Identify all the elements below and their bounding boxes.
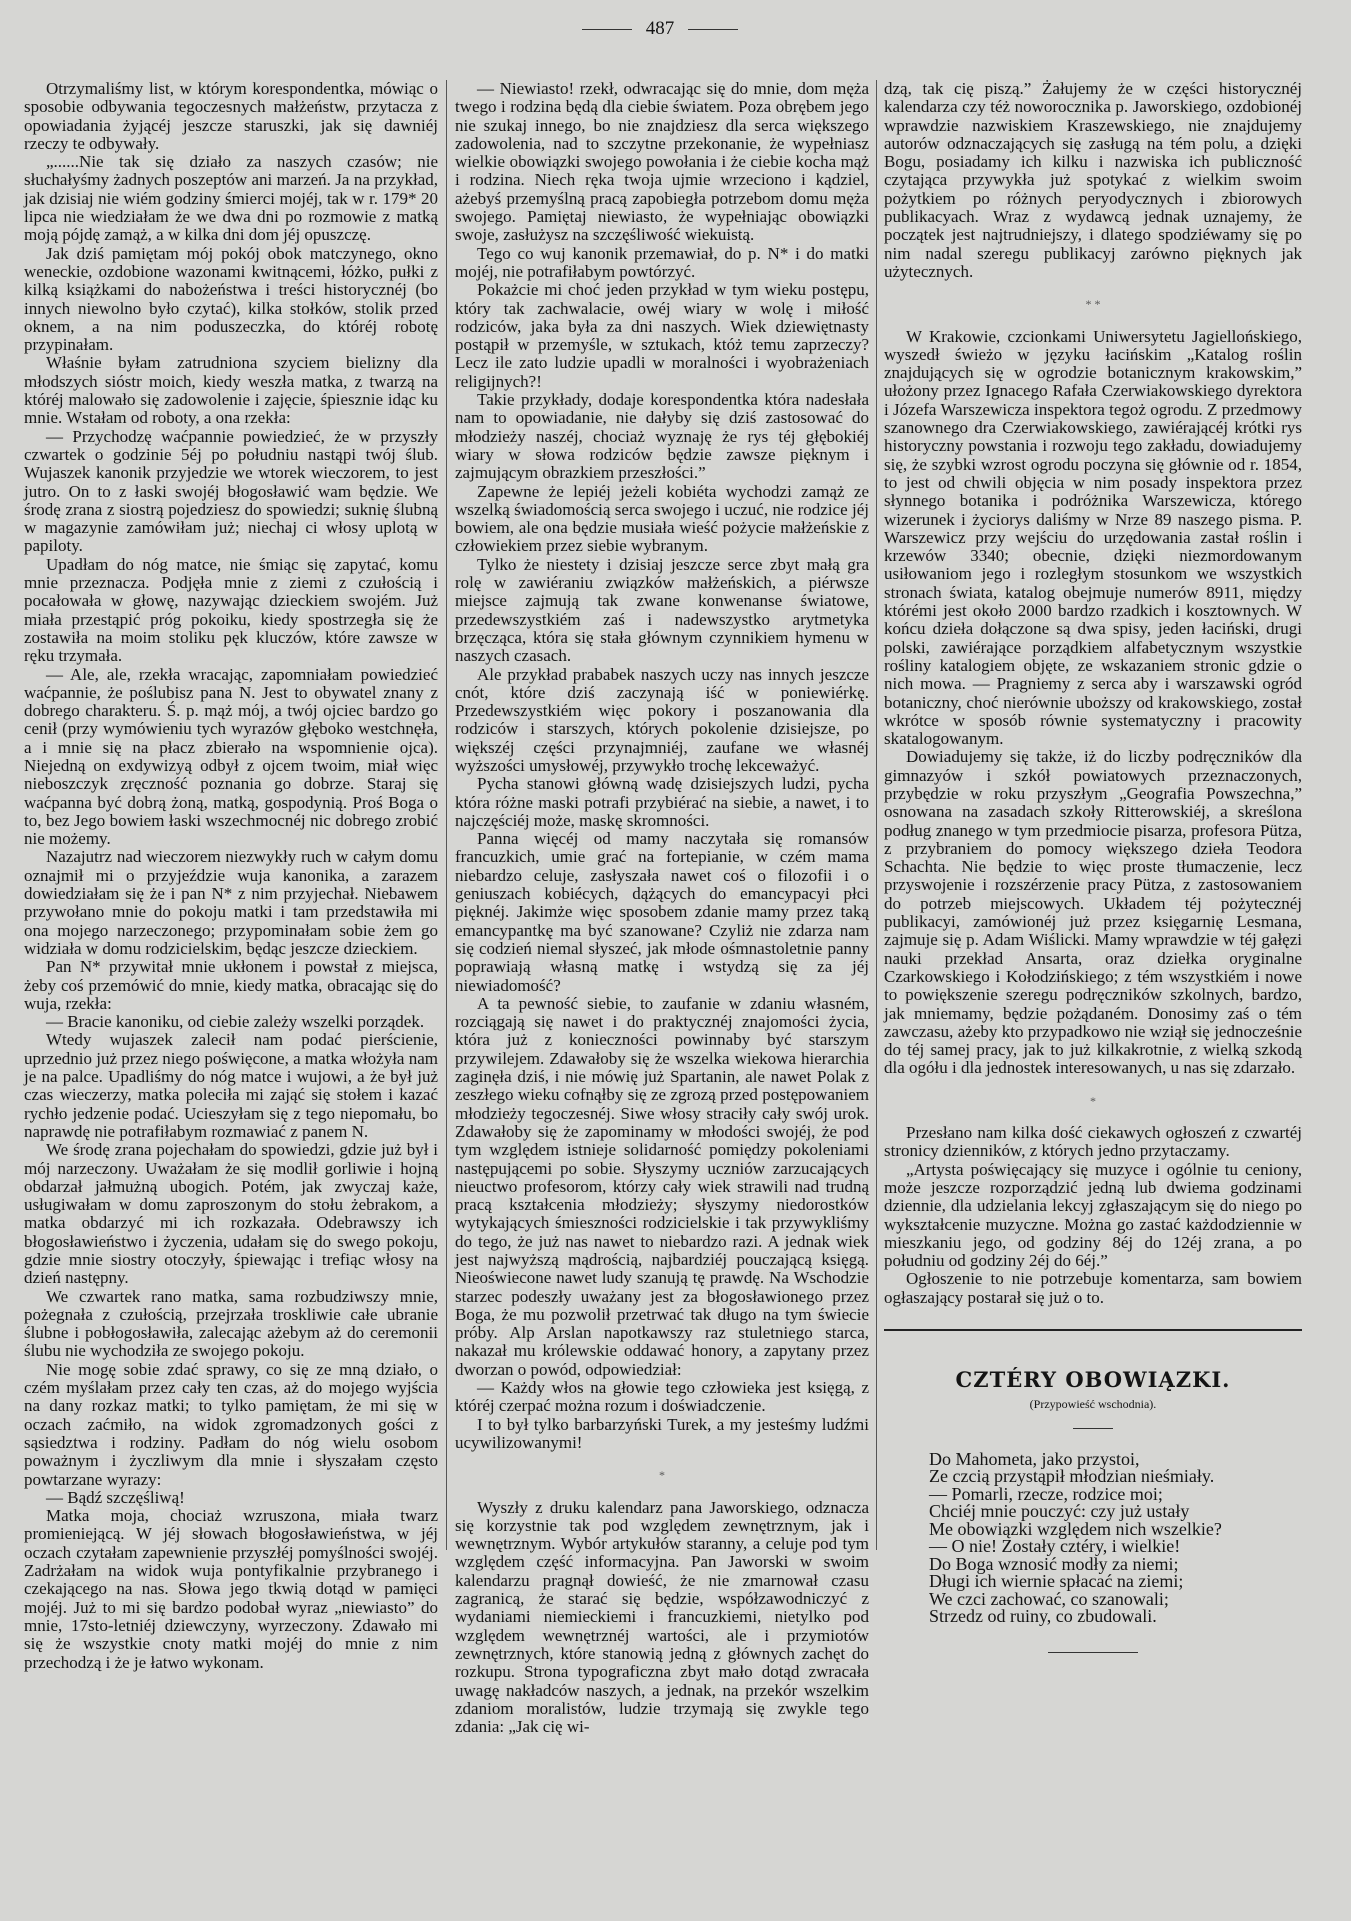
poem-body — [929, 1448, 1302, 1627]
poem-line: Długi ich wiernie spłacać na ziemi; — [929, 1571, 1184, 1592]
paragraph: Pan N* przywitał mnie ukłonem i powstał z miejsca, żeby coś przemówić do mnie, kiedy matka, obracając się do wuja, rzekła: — [24, 957, 438, 1013]
paragraph: — Bądź szczęśliwą! — [46, 1487, 185, 1507]
paragraph: We środę zrana pojechałam do spowiedzi, gdzie już był i mój narzeczony. Uważałam że się modlił gorliwie i hojną obdarzał jałmużną ubogich. Potém, jak zwyczaj każe, usługiwałam w domu zaproszonym do stołu żebrakom, a matka obdarzyć mi ich rozkazała. Odebrawszy ich błogosławieństwo i życzenia, udałam się do swego pokoju, gdzie mnie siostry otoczyły, śpiewając i trefiąc włosy na dzień następny. — [24, 1140, 438, 1288]
paragraph: Ale przykład prababek naszych uczy nas innych jeszcze cnót, które dziś zaczynają iść w poniewiérkę. Przedewszystkiém więc pokory i poszanowania dla rodziców i starszych, których pokolenie dzisiejsze, po większéj części przynajmniéj, zaufane we własnéj wyższości umysłowéj, przywykło trochę lekceważyć. — [455, 664, 869, 775]
poem-line: Me obowiązki względem nich wszelkie? — [929, 1518, 1222, 1539]
paragraph: — Ale, ale, rzekła wracając, zapomniałam powiedzieć waćpannie, że poślubisz pana N. Jest to obywatel znany z dobrego charakteru. Ś. p. mąż mój, a twój ojciec bardzo go cenił (przy wymówieniu tych wyrazów głęboko westchnęła, a i mnie się na płacz zbierało na wspomnienie ojca). Niejedną on exdywizyą odbył z ojcem twoim, miał więc nieboszczyk zręczność poznania go dobrze. Staraj się waćpanna być dobrą żoną, matką, gospodynią. Proś Boga o to, bez Jego bowiem łaski wszechmocnéj nic dobrego zrobić nie możemy. — [24, 664, 438, 849]
paragraph: Pokażcie mi choć jeden przykład w tym wieku postępu, który tak zachwalacie, owéj wiary w wolę i miłość rodziców, jaka była za dni naszych. Wiek dziewiętnasty postąpił w przemyśle, w sztukach, któż temu zaprzeczy? Lecz ile zato ludzie upadli w moralności i wyobrażeniach religijnych?! — [455, 280, 869, 391]
column-divider — [446, 80, 447, 1550]
paragraph: Matka moja, chociaż wzruszona, miała twarz promieniejącą. W jéj słowach błogosławieństwa, w jéj oczach czytałam zapewnienie przyszłéj pomyślności swojéj. Zadrżałam na widok wuja pontyfikalnie przybranego i czekającego na nas. Słowa jego tkwią dotąd w pamięci mojéj. Już to mi się bardzo podobał wyraz „niewiasto” do mnie, 17sto-letniéj dziewczyny, wyrzeczony. Zdawało mi się że wszystkie cnoty matki mojéj do mnie z nim przechodzą i że je łatwo wykonam. — [24, 1506, 438, 1672]
paragraph: We czwartek rano matka, sama rozbudziwszy mnie, pożegnała z czułością, przejrzała troskliwie całe ubranie ślubne i pobłogosławiła, zalecając ażebym aż do ceremonii ślubu nie wychodziła ze swojego pokoju. — [24, 1286, 438, 1361]
paragraph: Panna więcéj od mamy naczytała się romansów francuzkich, umie grać na fortepianie, w czém mama niebardzo celuje, zasłyszała nawet coś o filozofii i o geniuszach kobiécych, dążących do emancypacyi płci pięknéj. Jakimże więc sposobem zdanie mamy przez taką emancypantkę ma być szanowane? Czyliż nie zdarza nam się codzień niemal słyszeć, jak młode ośmnastoletnie panny poprawiają własną matkę i wstydzą się za jéj niewiadomość? — [455, 829, 869, 995]
column-3-articles — [884, 80, 1302, 1307]
poem-line: Strzedz od ruiny, co zbudowali. — [929, 1606, 1157, 1627]
poem-line: — Pomarli, rzecze, rodzice moi; — [929, 1483, 1163, 1504]
page-number-text: 487 — [645, 18, 675, 39]
paragraph: Tylko że niestety i dzisiaj jeszcze serce zbyt małą gra rolę w zawiéraniu związków małżeńskich, a piérwsze miejsce zajmują tak zwane konwenanse światowe, przedewszystkiém zaś i nadewszystko arytmetyka brzęcząca, która się stała głównym czynnikiem hymenu w naszych czasach. — [455, 554, 869, 666]
paragraph: Nazajutrz nad wieczorem niezwykły ruch w całym domu oznajmił mi o przyjeździe wuja kanonika, a zarazem dowiedziałam się że i pan N* z nim przyjechał. Niebawem przywołano mnie do pokoju matki i tam przedstawiła mi ona mojego narzeczonego; przypominałam sobie żem go widziała w domu rodzicielskim, będąc jeszcze dzieckiem. — [24, 847, 438, 958]
paragraph: Otrzymaliśmy list, w którym korespondentka, mówiąc o sposobie odbywania tegoczesnych małżeństw, przytacza z opowiadania żyjącéj jeszcze staruszki, jak się dawniéj rzeczy te odbywały. — [24, 79, 438, 153]
paragraph: Tego co wuj kanonik przemawiał, do p. N* i do matki mojéj, nie potrafiłabym powtórzyć. — [455, 243, 869, 281]
paragraph: Wyszły z druku kalendarz pana Jaworskiego, odznacza się korzystnie tak pod względem zewnętrznym, jak i wewnętrznym. Wybór artykułów staranny, a celuje pod tym względem część informacyjna. Pan Jaworski w swoim kalendarzu pragnął dowieść, że nie zmarnował czasu zagranicą, że starać się będzie, współzawodniczyć z wydaniami niemieckiemi i francuzkiemi, nietylko pod względem wewnętrznéj wartości, ale i przymiotów zewnętrznych, które stanowią jedną z głównych zachęt do rozkupu. Strona typograficzna zbyt mało dotąd zwracała uwagę nakładców naszych, a jednak, na przekór wszelkim zdaniom moralistów, ludzie trzymają się zwykle tego zdania: „Jak cię wi- — [455, 1497, 869, 1737]
page-number — [560, 18, 760, 40]
paragraph: Dowiadujemy się także, iż do liczby podręczników dla gimnazyów i szkół powiatowych przeznaczonych, przybędzie w roku przyszłym „Geografia Powszechna,” osnowana na zasadach szkoły Ritterowskiéj, a skreślona podług znanego w tym przedmiocie pisarza, profesora Pütza, z przybraniem do pomocy większego dzieła Teodora Schachta. Nie będzie to więc proste tłumaczenie, lecz przyswojenie i rozszérzenie pracy Pütza, z zastosowaniem do potrzeb miejscowych. Układem téj pożytecznéj publikacyi, zamówionéj już przez księgarnię Lesmana, zajmuje się p. Adam Wiślicki. Mamy wprawdzie w téj gałęzi nauki przekład Ansarta, oraz dziełka oryginalne Czarkowskiego i Kołodzińskiego; z tém wszystkiém i nowe to powiększenie szeregu podręczników szkolnych, bardzo, jak mniemamy, będzie pożądaném. Donosimy zaś o tém zawczasu, ażeby kto przypadkowo nie wziął się jednocześnie do téj samej pracy, jak to już kilkakrotnie, z wielką szkodą dla ogółu i dla jednostek interesowanych, u nas się zdarzało. — [884, 747, 1302, 1078]
poem-subtitle: (Przypowieść wschodnia). — [1029, 1397, 1157, 1412]
column-divider — [876, 80, 877, 1550]
paragraph: Takie przykłady, dodaje korespondentka która nadesłała nam to opowiadanie, nie dałyby się dziś zastosować do młodzieży naszéj, chociaż wyznaję że rys téj głębokiéj wiary w słowa rodziców będzie zawsze pięknym i zajmującym obrazkiem przeszłości.” — [455, 390, 869, 483]
section-separator: * — [659, 1468, 665, 1483]
column-3 — [884, 80, 1302, 1653]
paragraph: Właśnie byłam zatrudniona szyciem bielizny dla młodszych sióstr moich, kiedy weszła matka, z twarzą na któréj malowało się zadowolenie i zajęcie, śpiesznie idąc ku mnie. Wstałam od roboty, a ona rzekła: — [24, 353, 438, 428]
divider — [1048, 1652, 1138, 1653]
paragraph: I to był tylko barbarzyński Turek, a my jesteśmy ludźmi ucywilizowanymi! — [455, 1414, 869, 1452]
paragraph: — Każdy włos na głowie tego człowieka jest księgą, z któréj czerpać można rozum i doświadczenie. — [455, 1378, 869, 1416]
poem-line: Ze czcią przystąpił młodzian nieśmiały. — [929, 1466, 1215, 1487]
paragraph: „......Nie tak się działo za naszych czasów; nie słuchałyśmy żadnych poszeptów ani marzeń. Ja na przykład, jak dzisiaj nie wiém godziny śmierci mojéj, tak w r. 179* 20 lipca nie wiedziałam że we dwa dni po rozmowie z matką moją pójdę zamąż, a w kilka dni dom jéj opuszczę. — [24, 152, 438, 245]
poem-title: CZTÉRY OBOWIĄZKI. — [955, 1367, 1231, 1392]
paragraph: Przesłano nam kilka dość ciekawych ogłoszeń z czwartéj stronicy dzienników, z których jedno przytaczamy. — [884, 1123, 1302, 1161]
paragraph: A ta pewność siebie, to zaufanie w zdaniu własném, rozciągają się nawet i do praktycznéj znajomości życia, która już z konieczności powinnaby być starszym przywilejem. Zdawałoby się że wszelka wiekowa hierarchia zaginęła dziś, i nie mówię już Spartanin, ale nawet Polak z zeszłego wieku cofnąłby się ze zgrozą przed postępowaniem młodzieży tegoczesnéj. Siwe włosy straciły cały swój urok. Zdawałoby się że zapominamy w młodości swojéj, że pod tym względem istnieje solidarność pomiędzy pokoleniami następującemi po sobie. Słyszymy uczniów zarzucających nieuctwo profesorom, którzy cały wiek strawili nad trudną pracą kształcenia młodzieży; słyszymy niedorostków wytykających śmieszności rodzicielskie i tak przywykliśmy do tego, że już nas nawet to niebardzo razi. A jednak wiek jest najwyższą mądrością, najbardziéj pouczającą księgą. Nieoświecone nawet ludy szanują tę prawdę. Na Wschodzie starzec podeszły uważany jest za błogosławionego przez Boga, że mu pozwolił przetrwać tak długo na tym świecie próby. Alp Arslan napotkawszy raz stuletniego starca, nakazał mu królewskie oddawać honory, a zapytany przez dworzan o powód, odpowiedział: — [455, 993, 869, 1379]
divider — [688, 29, 738, 30]
poem-line: Do Boga wznosić modły za niemi; — [929, 1553, 1179, 1574]
paragraph: — Niewiasto! rzekł, odwracając się do mnie, dom męża twego i rodzina będą dla ciebie światem. Poza obrębem jego nie szukaj innego, bo nie znajdziesz dla serca większego zadowolenia, nad to szczytne przekonanie, że wypełniasz wielkie obowiązki swojego powołania i że ciebie kocha mąż i rodzina. Niech ręka twoja ujmie wrzeciono i kądziel, ażebyś przemyślną pracą zapobiegła potrzebom domu męża swojego. Pamiętaj niewiasto, że wypełniając obowiązki swoje, zasłużysz na szczęśliwość wiekuistą. — [455, 79, 869, 245]
divider — [582, 29, 632, 30]
paragraph: Ogłoszenie to nie potrzebuje komentarza, sam bowiem ogłaszający postarał się już o to. — [884, 1269, 1302, 1307]
paragraph: „Artysta poświęcający się muzyce i ogólnie tu ceniony, może jeszcze rozporządzić jedną lub dwiema godzinami dziennie, dla udzielania lekcyj zgłaszającym się do niego po wykształcenie muzyczne. Można go zastać każdodziennie w mieszkaniu jego, od godziny 8éj do 12éj zrana, a po południu od godziny 2éj do 6éj.” — [884, 1159, 1302, 1271]
paragraph: W Krakowie, czcionkami Uniwersytetu Jagiellońskiego, wyszedł świeżo w języku łacińskim „Katalog roślin znajdujących się w ogrodzie botanicznym krakowskim,” ułożony przez Ignacego Rafała Czerwiakowskiego dyrektora i Józefa Warszewicza inspektora tegoż ogrodu. Z przedmowy szanownego dra Czerwiakowskiego, zawiérającéj krótki rys historyczny powstania i rozwoju tego zakładu, dowiadujemy się, że szybki wzrost ogrodu poczyna się głównie od r. 1854, to jest od chwili objęcia w nim posady inspektora przez słynnego botanika i podróżnika Warszewicza, którego wizerunek i życiorys daliśmy w Nrze 89 naszego pisma. P. Warszewicz przy wejściu do urzędowania zastał roślin i krzewów 3340; obecnie, dzięki niezmordowanym usiłowaniom jego i rozległym stosunkom we wszystkich stronach świata, katalog obejmuje numerów 8911, między którémi jest około 2000 bardzo rzadkich i kosztownych. W końcu dzieła dołączone są dwa spisy, jeden łaciński, drugi polski, zawiérające porządkiem alfabetycznym wszystkie rośliny katalogiem objęte, ze wskazaniem stronic gdzie o nich mowa. — Pragniemy z serca aby i warszawski ogród botaniczny, choć nierównie uboższy od krakowskiego, został wkrótce w sposób równie systematyczny i pracowity skatalogowanym. — [884, 326, 1302, 749]
poem-line: Do Mahometa, jako przystoi, — [929, 1448, 1140, 1469]
paragraph: — Bracie kanoniku, od ciebie zależy wszelki porządek. — [46, 1012, 425, 1032]
poem-line: Chciéj mnie pouczyć: czy już ustały — [929, 1501, 1190, 1522]
paragraph: Wtedy wujaszek zalecił nam podać pierścienie, uprzednio już przez niego poświęcone, a matka włożyła nam je na palce. Upadliśmy do nóg matce i wujowi, a że był już czas wieczerzy, matka poleciła mi zająć się stołem i kazać rychło jedzenie podać. Ucieszyłam się z tego niepomału, bo naprawdę nie potrafiłabym rozmawiać z panem N. — [24, 1030, 438, 1141]
paragraph: Upadłam do nóg matce, nie śmiąc się zapytać, komu mnie przeznacza. Podjęła mnie z ziemi z czułością i pocałowała w głowę, nazywając dzieckiem swojém. Już miała przestąpić próg pokoiku, kiedy spostrzegła się że zostawiła na moim stoliku pęk kluczów, które zawsze w ręku trzymała. — [24, 554, 438, 666]
column-2 — [455, 80, 869, 1736]
paragraph: — Przychodzę waćpannie powiedzieć, że w przyszły czwartek o godzinie 5éj po południu nastąpi twój ślub. Wujaszek kanonik przyjedzie we wtorek wieczorem, to jest jutro. On to z łaski swojéj błogosławić wam będzie. We środę zrana z siostrą pojedziesz do spowiedzi; suknię ślubną w magazynie zamówiłam już; niechaj ci włosy uplotą w papiloty. — [24, 426, 438, 556]
section-separator: * * — [1085, 297, 1101, 312]
section-rule — [884, 1329, 1302, 1331]
section-separator: * — [1090, 1093, 1096, 1108]
paragraph: Nie mogę sobie zdać sprawy, co się ze mną działo, o czém myślałam przez cały ten czas, aż do mojego wyjścia na dany rozkaz matki; to tylko pamiętam, że mi się w oczach zaćmiło, na widok zgromadzonych gości z sąsiedztwa i rodziny. Padłam do nóg wielu osobom poważnym i życzliwym dla mnie i słyszałam często powtarzane wyrazy: — [24, 1359, 438, 1489]
paragraph: Jak dziś pamiętam mój pokój obok matczynego, okno weneckie, ozdobione wazonami kwitnącemi, łóżko, pułki z kilką książkami do nabożeństwa i treści historycznéj (bo innych niewolno było czytać), kilka stołków, stolik przed oknem, a na nim poduszeczka, do któréj robotę przypinałam. — [24, 243, 438, 355]
paragraph: dzą, tak cię piszą.” Żałujemy że w części historycznéj kalendarza czy téż noworocznika p. Jaworskiego, ozdobionéj wprawdzie nazwiskiem Kraszewskiego, nie znajdujemy autorów odznaczających się zasługą na tém polu, a dzięki Bogu, posiadamy ich kilku i nazwiska ich publiczność czytająca przywykła już spotykać z wielkim swoim pożytkiem po różnych peryodycznych i zbiorowych publikacyach. Wraz z wydawcą jednak uznajemy, że początek jest najtrudniejszy, i dlatego spodziéwamy się po nim nadal szeregu publikacyj zarówno pięknych jak użytecznych. — [884, 79, 1302, 281]
column-1 — [24, 80, 438, 1672]
poem-line: — O nie! Zostały cztéry, i wielkie! — [929, 1536, 1181, 1557]
paragraph: Zapewne że lepiéj jeżeli kobiéta wychodzi zamąż ze wszelką świadomością serca swojego i uczuć, nie rodzice jéj bowiem, ale ona będzie musiała wieść pożycie małżeńskie z człowiekiem przez siebie wybranym. — [455, 481, 869, 556]
paragraph: Pycha stanowi główną wadę dzisiejszych ludzi, pycha która różne maski potrafi przybiérać na siebie, a nawet, i to najczęściéj może, maskę skromności. — [455, 774, 869, 830]
divider — [1073, 1428, 1113, 1429]
poem-line: We czci zachować, co szanowali; — [929, 1588, 1169, 1609]
